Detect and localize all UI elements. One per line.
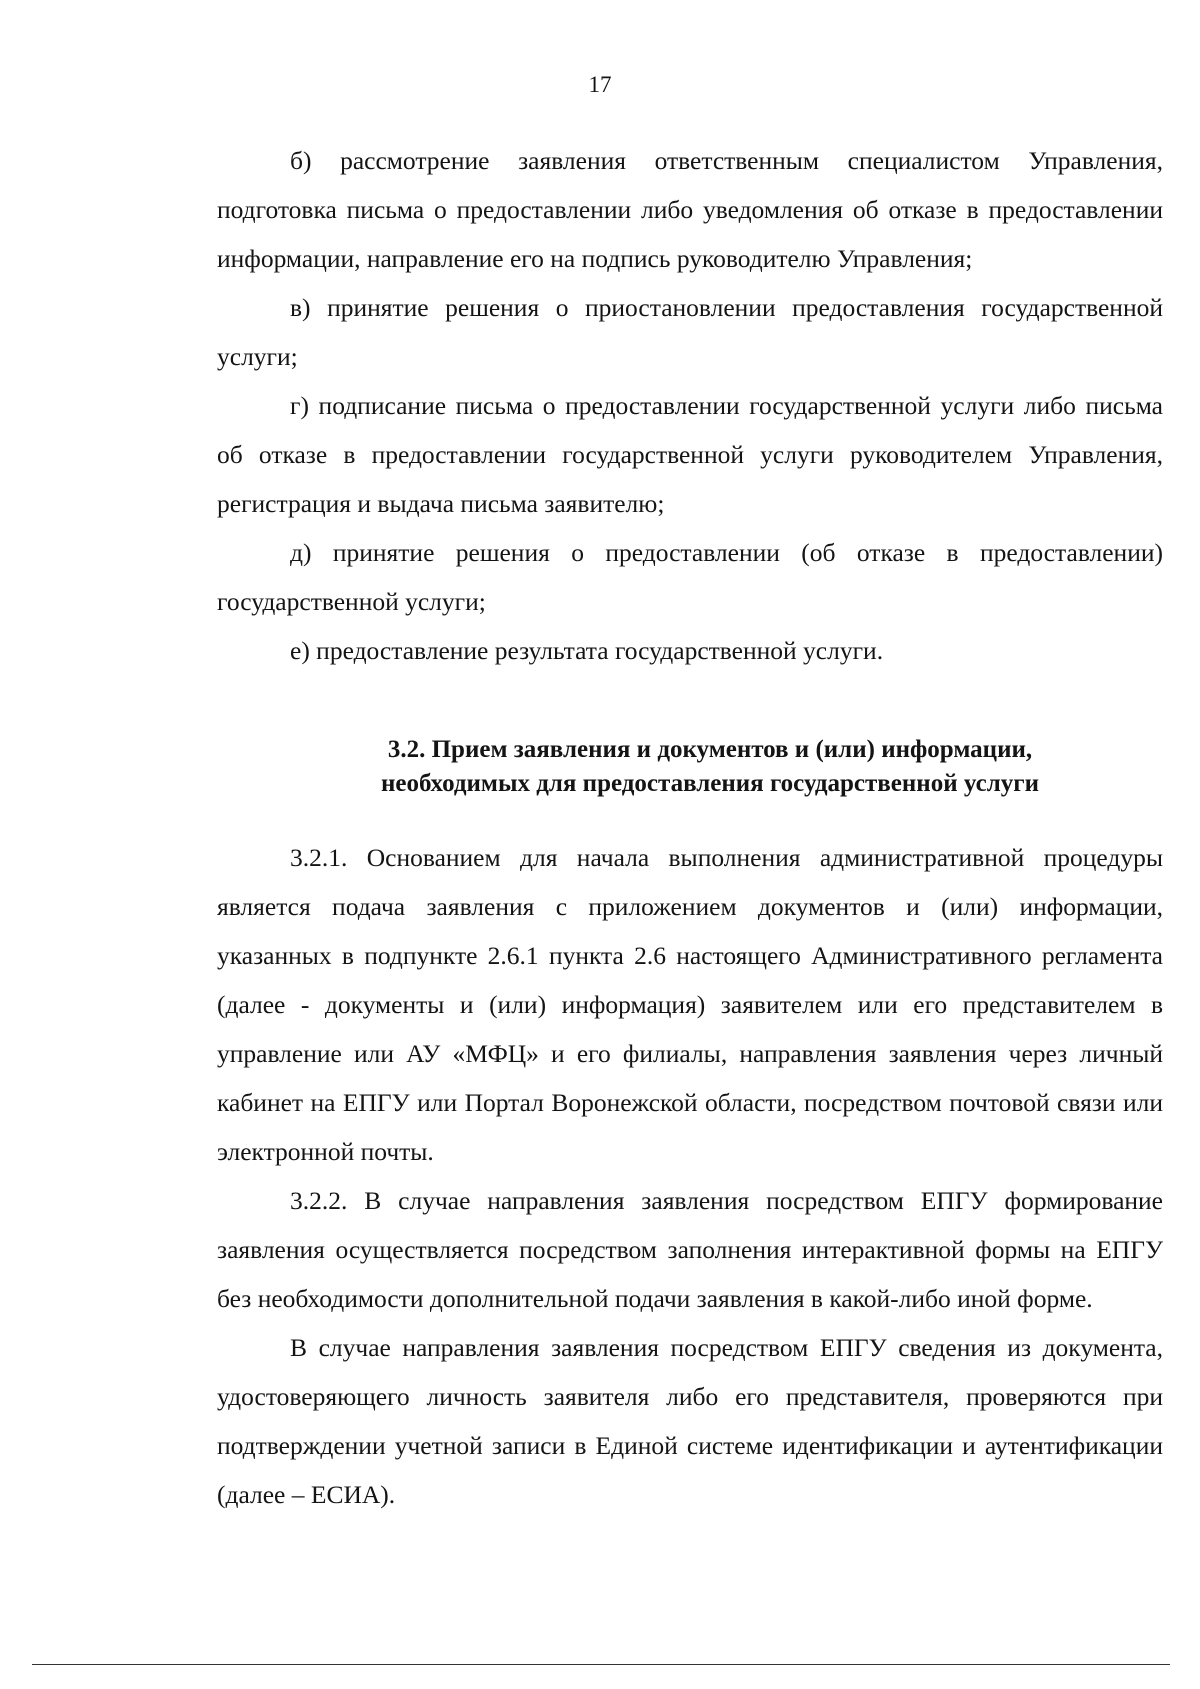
document-body xyxy=(217,136,1163,1519)
list-item-g: г) подписание письма о предоставлении государственной услуги либо письма об отказе в предоставлении государственной услуги руководителем Управления, регистрация и выдача письма заявителю; xyxy=(217,391,1163,518)
list-item-v: в) принятие решения о приостановлении предоставления государственной услуги; xyxy=(217,293,1163,371)
paragraph-3-2-1: 3.2.1. Основанием для начала выполнения административной процедуры является подача заявления с приложением документов и (или) информации, указанных в подпункте 2.6.1 пункта 2.6 настоящего Административного регламента (далее - документы и (или) информация) заявителем или его представителем в управление или АУ «МФЦ» и его филиалы, направления заявления через личный кабинет на ЕПГУ или Портал Воронежской области, посредством почтовой связи или электронной почты. xyxy=(217,843,1163,1166)
section-heading-line-2: необходимых для предоставления государственной услуги xyxy=(381,770,1039,797)
list-item-b: б) рассмотрение заявления ответственным специалистом Управления, подготовка письма о предоставлении либо уведомления об отказе в предоставлении информации, направление его на подпись руководителю Управления; xyxy=(217,146,1163,273)
paragraph-3-2-2: 3.2.2. В случае направления заявления посредством ЕПГУ формирование заявления осуществляется посредством заполнения интерактивной формы на ЕПГУ без необходимости дополнительной подачи заявления в какой-либо иной форме. xyxy=(217,1186,1163,1313)
paragraph-esia: В случае направления заявления посредством ЕПГУ сведения из документа, удостоверяющего личность заявителя либо его представителя, проверяются при подтверждении учетной записи в Единой системе идентификации и аутентификации (далее – ЕСИА). xyxy=(217,1333,1163,1509)
page-number: 17 xyxy=(588,72,612,97)
footer-divider xyxy=(32,1664,1170,1665)
list-item-e: е) предоставление результата государственной услуги. xyxy=(290,636,884,665)
section-heading xyxy=(217,733,1163,801)
list-item-d: д) принятие решения о предоставлении (об отказе в предоставлении) государственной услуги; xyxy=(217,538,1163,616)
section-heading-line-1: 3.2. Прием заявления и документов и (или) информации, xyxy=(387,736,1033,763)
